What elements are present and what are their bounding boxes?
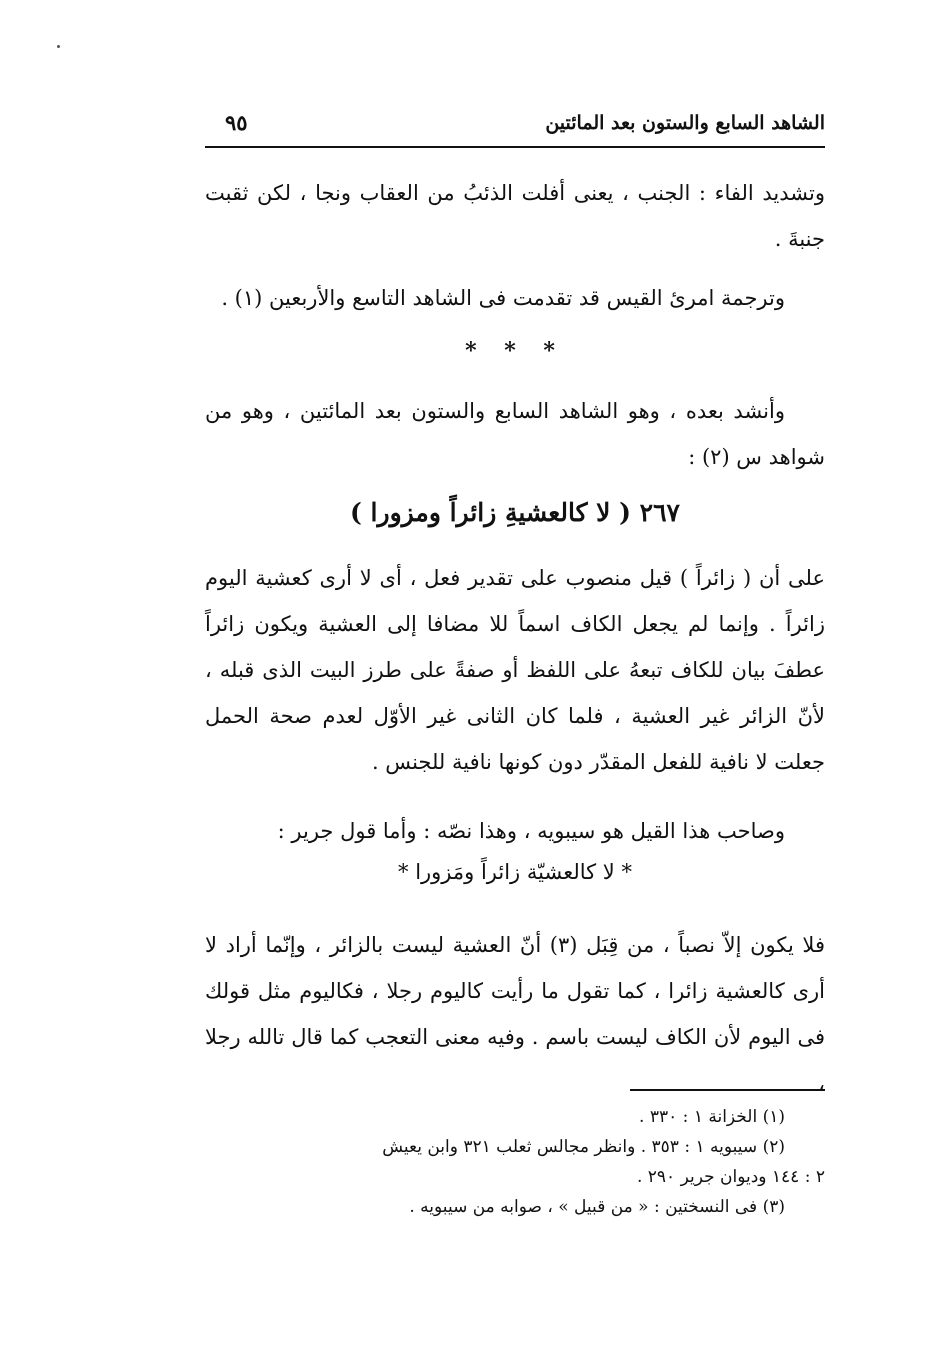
paragraph-1: وتشديد الفاء : الجنب ، يعنى أفلت الذئبُ من العقاب ونجا ، لكن ثقبت جنبةَ . xyxy=(205,181,825,251)
running-title: الشاهد السابع والستون بعد المائتين xyxy=(545,112,825,134)
paragraph-2: وترجمة امرئ القيس قد تقدمت فى الشاهد التاسع والأربعين (١) . xyxy=(221,286,785,310)
section-separator: * * * xyxy=(465,338,565,364)
scan-speck xyxy=(57,45,60,48)
paragraph-6: فلا يكون إلاّ نصباً ، من قِبَل (٣) أنّ العشية ليست بالزائر ، وإنّما أراد لا أرى كالعشية زائرا ، كما تقول ما رأيت كاليوم رجلا ، فكاليوم مثل قولك فى اليوم لأن الكاف ليست باسم . وفيه معنى التعجب كما قال تالله رجلا ، xyxy=(205,933,825,1095)
page-number: ٩٥ xyxy=(225,110,248,135)
footnotes xyxy=(205,1102,825,1222)
footnote-3: (٣) فى النسختين : « من قبيل » ، صوابه من سيبويه . xyxy=(409,1197,785,1217)
footnote-2-continued: ٢ : ١٤٤ وديوان جرير ٢٩٠ . xyxy=(636,1167,825,1187)
footnote-2: (٢) سيبويه ١ : ٣٥٣ . وانظر مجالس ثعلب ٣٢١ وابن يعيش xyxy=(382,1137,785,1157)
footnote-rule xyxy=(630,1089,825,1091)
page-header xyxy=(205,108,825,144)
footnote-1: (١) الخزانة ١ : ٣٣٠ . xyxy=(639,1107,785,1127)
header-rule xyxy=(205,146,825,148)
paragraph-4: على أن ( زائراً ) قيل منصوب على تقدير فعل ، أى لا أرى كعشية اليوم زائراً . وإنما لم يجعل الكاف اسماً للا مضافا إلى العشية ويكون زائراً عطفَ بيان للكاف تبعهُ على اللفظ أو صفةً على طرز البيت الذى قبله ، لأنّ الزائر غير العشية ، فلما كان الثانى غير الأوّل لعدم صحة الحمل جعلت لا نافية للفعل المقدّر دون كونها نافية للجنس . xyxy=(205,566,825,774)
paragraph-5: وصاحب هذا القيل هو سيبويه ، وهذا نصّه : وأما قول جرير : xyxy=(277,819,785,843)
verse-heading: ٢٦٧ ( لا كالعشيةِ زائراً ومزورا ) xyxy=(350,498,680,527)
quoted-verse: * لا كالعشيّة زائراً ومَزورا * xyxy=(398,860,632,884)
paragraph-3: وأنشد بعده ، وهو الشاهد السابع والستون بعد المائتين ، وهو من شواهد س (٢) : xyxy=(205,399,825,469)
